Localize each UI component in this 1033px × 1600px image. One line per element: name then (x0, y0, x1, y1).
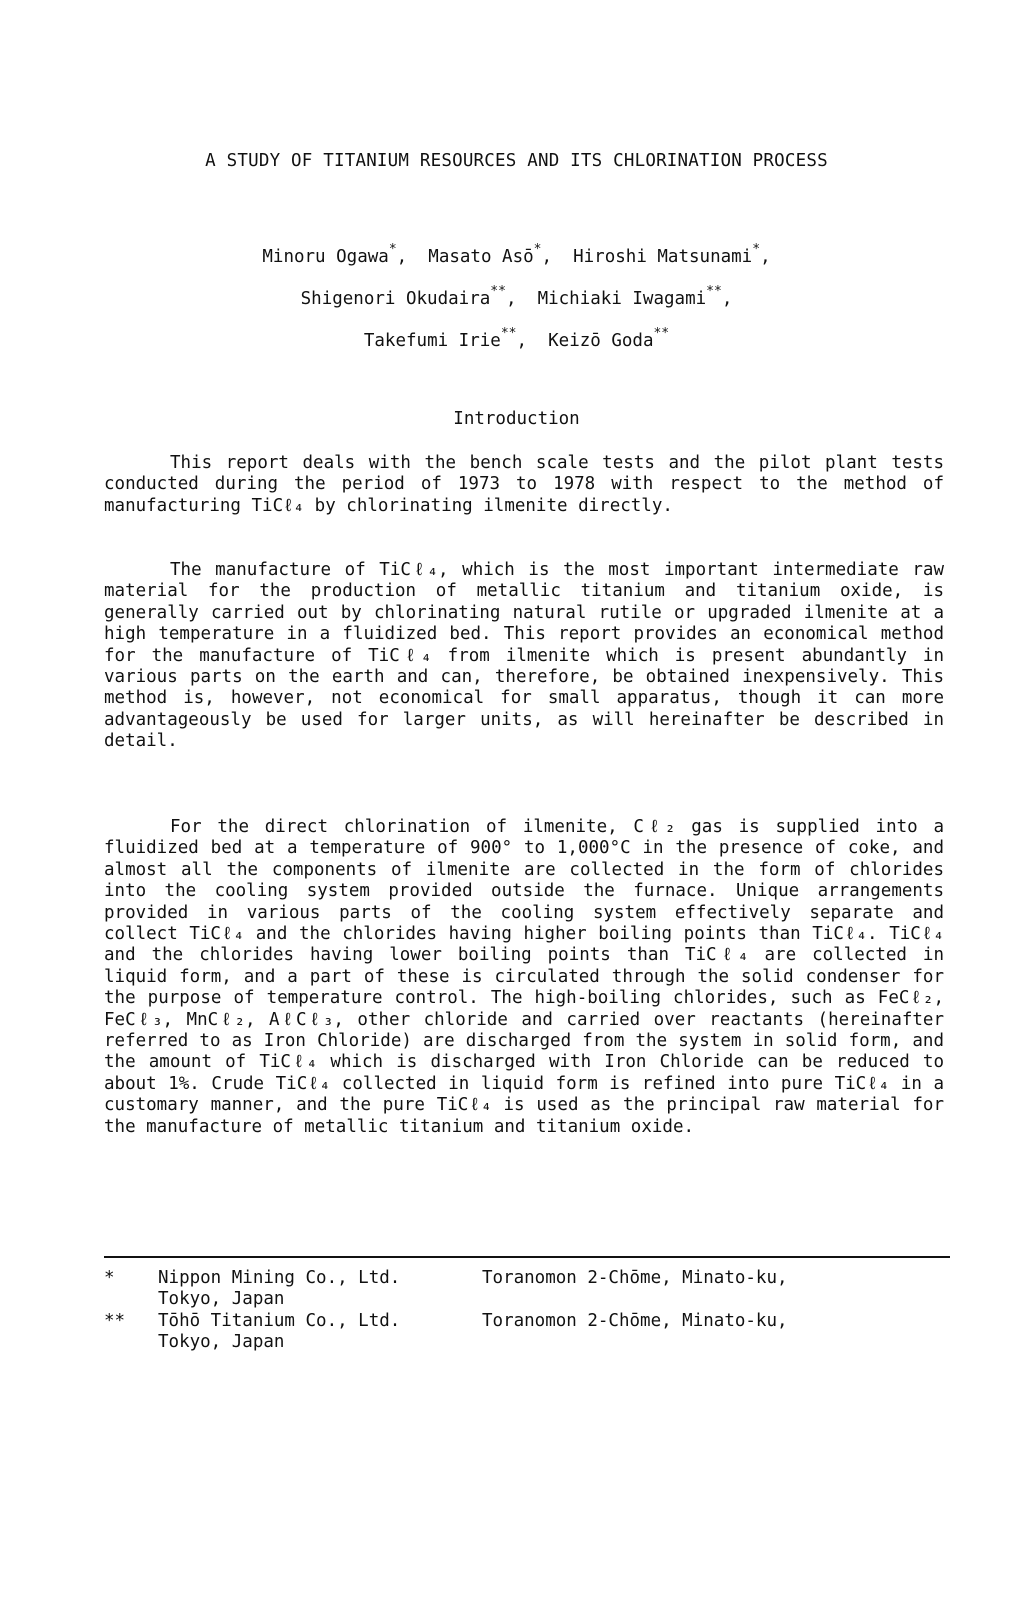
author-name: Hiroshi Matsunami (573, 247, 753, 267)
author-line-2 (0, 278, 1033, 320)
body-paragraph (104, 560, 944, 774)
body-paragraph (104, 817, 944, 1159)
author-block (0, 236, 1033, 362)
affiliation-mark: ** (653, 326, 670, 342)
footnote-address: Toranomon 2-Chōme, Minato-ku, (482, 1310, 788, 1331)
paper-title: A STUDY OF TITANIUM RESOURCES AND ITS CHLORINATION PROCESS (205, 151, 828, 171)
author (548, 326, 670, 351)
footnote-affiliation: Tōhō Titanium Co., Ltd. (158, 1310, 401, 1331)
body-paragraph (104, 453, 944, 538)
affiliation-mark: * (533, 242, 542, 258)
author-name: Keizō Goda (548, 331, 654, 351)
author-name: Michiaki Iwagami (537, 289, 707, 309)
author: Minoru Ogawa*, (262, 242, 408, 267)
paragraph-text: This report deals with the bench scale tests and the pilot plant tests conducted during the period of 1973 to 1978 with respect to the method of manufacturing TiCℓ₄ by chlorinating ilmenite directly. (104, 453, 944, 516)
footnote-address: Toranomon 2-Chōme, Minato-ku, (482, 1268, 788, 1288)
footnote (104, 1311, 944, 1354)
affiliation-mark: ** (706, 284, 722, 300)
footnote-text (158, 1268, 944, 1311)
footnote-text (158, 1311, 944, 1354)
affiliation-mark: ** (500, 326, 517, 342)
author: Michiaki Iwagami**, (537, 284, 733, 309)
paragraph-text: The manufacture of TiCℓ₄, which is the most important intermediate raw material for the production of metallic titanium and titanium oxide, is generally carried out by chlorinating natural rutile or upgraded ilmenite at a high temperature in a fluidized bed. This report provides an economical method for the manufacture of TiCℓ₄ from ilmenite which is present abundantly in various parts on the earth and can, therefore, be obtained inexpensively. This method is, however, not economical for small apparatus, though it can more advantageously be used for larger units, as will hereinafter be described in detail. (104, 560, 944, 752)
paragraph-text: For the direct chlorination of ilmenite, Cℓ₂ gas is supplied into a fluidized bed at a temperature of 900° to 1,000°C in the presence of coke, and almost all the components of ilmenite are collected in the form of chlorides into the cooling system provided outside the furnace. Unique arrangements provided in various parts of the cooling system effectively separate and collect TiCℓ₄ and the chlorides having higher boiling points than TiCℓ₄. TiCℓ₄ and the chlorides having lower boiling points than TiCℓ₄ are collected in liquid form, and a part of these is circulated through the solid condenser for the purpose of temperature control. The high-boiling chlorides, such as FeCℓ₂, FeCℓ₃, MnCℓ₂, AℓCℓ₃, other chloride and carried over reactants (hereinafter referred to as Iron Chloride) are discharged from the system in solid form, and the amount of TiCℓ₄ which is discharged with Iron Chloride can be reduced to about 1%. Crude TiCℓ₄ collected in liquid form is refined into pure TiCℓ₄ in a customary manner, and the pure TiCℓ₄ is used as the principal raw material for the manufacture of metallic titanium and titanium oxide. (104, 817, 944, 1137)
footnote-divider (104, 1256, 950, 1258)
section-heading: Introduction (453, 409, 580, 429)
affiliation-mark: * (388, 242, 397, 258)
footnote-mark: ** (104, 1310, 126, 1331)
footnote-mark: * (104, 1268, 115, 1288)
author-name: Takefumi Irie (363, 331, 501, 351)
author: Masato Asō*, (428, 242, 553, 267)
author: Shigenori Okudaira**, (300, 284, 517, 309)
author: Hiroshi Matsunami*, (573, 242, 771, 267)
author-name: Masato Asō (428, 247, 534, 267)
footnote-affiliation: Nippon Mining Co., Ltd. (158, 1268, 401, 1288)
author: Takefumi Irie**, (363, 326, 528, 351)
affiliation-mark: * (752, 242, 761, 258)
author-name: Minoru Ogawa (262, 247, 389, 267)
affiliation-mark: ** (490, 284, 506, 300)
footnotes (104, 1268, 944, 1354)
footnote-city: Tokyo, Japan (158, 1289, 285, 1310)
author-name: Shigenori Okudaira (300, 289, 491, 309)
footnote-city: Tokyo, Japan (158, 1332, 285, 1353)
author-line-3 (0, 320, 1033, 362)
author-line-1 (0, 236, 1033, 278)
footnote (104, 1268, 944, 1311)
